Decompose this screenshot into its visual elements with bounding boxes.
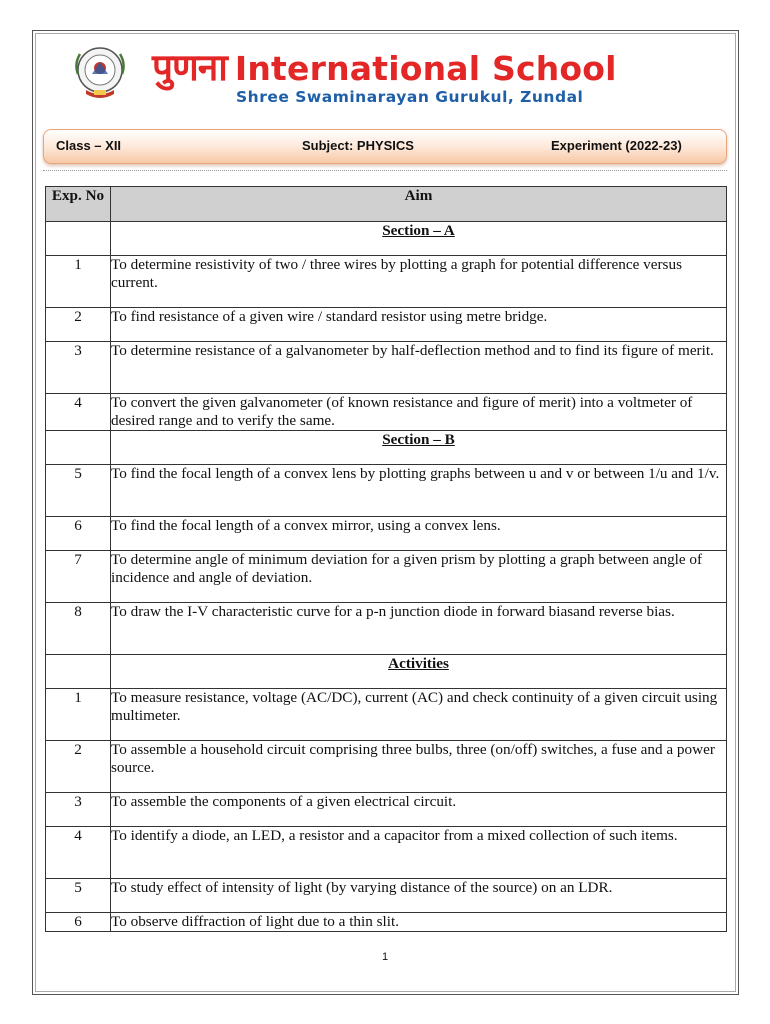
activity-aim: To assemble a household circuit comprising three bulbs, three (on/off) switches, a fuse and a power source. — [111, 741, 727, 793]
activity-aim: To measure resistance, voltage (AC/DC), current (AC) and check continuity of a given circuit using multimeter. — [111, 689, 727, 741]
school-name-hindi: पुणना — [152, 46, 227, 89]
exp-number: 1 — [46, 256, 111, 308]
class-label: Class – XII — [56, 138, 122, 153]
info-bar — [43, 129, 727, 164]
section-b-title: Section – B — [111, 431, 727, 465]
exp-number: 3 — [46, 342, 111, 394]
exp-aim: To determine angle of minimum deviation for a given prism by plotting a graph between angle of incidence and angle of deviation. — [111, 551, 727, 603]
activity-number: 6 — [46, 913, 111, 932]
experiment-label: Experiment (2022-23) — [551, 138, 682, 153]
table-row — [46, 308, 727, 342]
exp-aim: To determine resistance of a galvanometer by half-deflection method and to find its figure of merit. — [111, 342, 727, 394]
school-crest-icon — [70, 44, 130, 100]
activity-aim: To identify a diode, an LED, a resistor and a capacitor from a mixed collection of such items. — [111, 827, 727, 879]
table-header-row — [46, 187, 727, 222]
exp-aim: To determine resistivity of two / three wires by plotting a graph for potential difference versus current. — [111, 256, 727, 308]
activities-title: Activities — [111, 655, 727, 689]
exp-number: 6 — [46, 517, 111, 551]
table-row — [46, 394, 727, 431]
experiment-table — [45, 186, 727, 932]
exp-aim: To draw the I-V characteristic curve for a p-n junction diode in forward biasand reverse bias. — [111, 603, 727, 655]
table-row — [46, 342, 727, 394]
exp-aim: To convert the given galvanometer (of known resistance and figure of merit) into a voltmeter of desired range and to verify the same. — [111, 394, 727, 431]
exp-number: 7 — [46, 551, 111, 603]
subject-label: Subject: PHYSICS — [302, 138, 414, 153]
exp-aim: To find resistance of a given wire / standard resistor using metre bridge. — [111, 308, 727, 342]
section-a-title: Section – A — [111, 222, 727, 256]
activity-aim: To assemble the components of a given electrical circuit. — [111, 793, 727, 827]
exp-number: 2 — [46, 308, 111, 342]
activity-number: 4 — [46, 827, 111, 879]
column-header-exp-no: Exp. No — [46, 187, 111, 222]
table-row — [46, 603, 727, 655]
table-row — [46, 465, 727, 517]
section-row — [46, 222, 727, 256]
activity-number: 2 — [46, 741, 111, 793]
table-row — [46, 741, 727, 793]
section-row — [46, 431, 727, 465]
school-name — [152, 40, 617, 90]
table-row — [46, 793, 727, 827]
exp-aim: To find the focal length of a convex mirror, using a convex lens. — [111, 517, 727, 551]
column-header-aim: Aim — [111, 187, 727, 222]
section-row — [46, 655, 727, 689]
page-number: 1 — [381, 951, 389, 963]
activity-number: 1 — [46, 689, 111, 741]
school-name-english: International School — [234, 49, 617, 88]
exp-number: 4 — [46, 394, 111, 431]
table-row — [46, 551, 727, 603]
exp-aim: To find the focal length of a convex lens by plotting graphs between u and v or between 1/u and 1/v. — [111, 465, 727, 517]
exp-number: 8 — [46, 603, 111, 655]
table-row — [46, 689, 727, 741]
table-row — [46, 256, 727, 308]
activity-number: 3 — [46, 793, 111, 827]
activity-number: 5 — [46, 879, 111, 913]
activity-aim: To study effect of intensity of light (by varying distance of the source) on an LDR. — [111, 879, 727, 913]
table-row — [46, 879, 727, 913]
table-row — [46, 913, 727, 932]
table-row — [46, 517, 727, 551]
table-row — [46, 827, 727, 879]
exp-number: 5 — [46, 465, 111, 517]
school-subtitle: Shree Swaminarayan Gurukul, Zundal — [236, 88, 584, 106]
activity-aim: To observe diffraction of light due to a thin slit. — [111, 913, 727, 932]
divider — [43, 170, 727, 171]
